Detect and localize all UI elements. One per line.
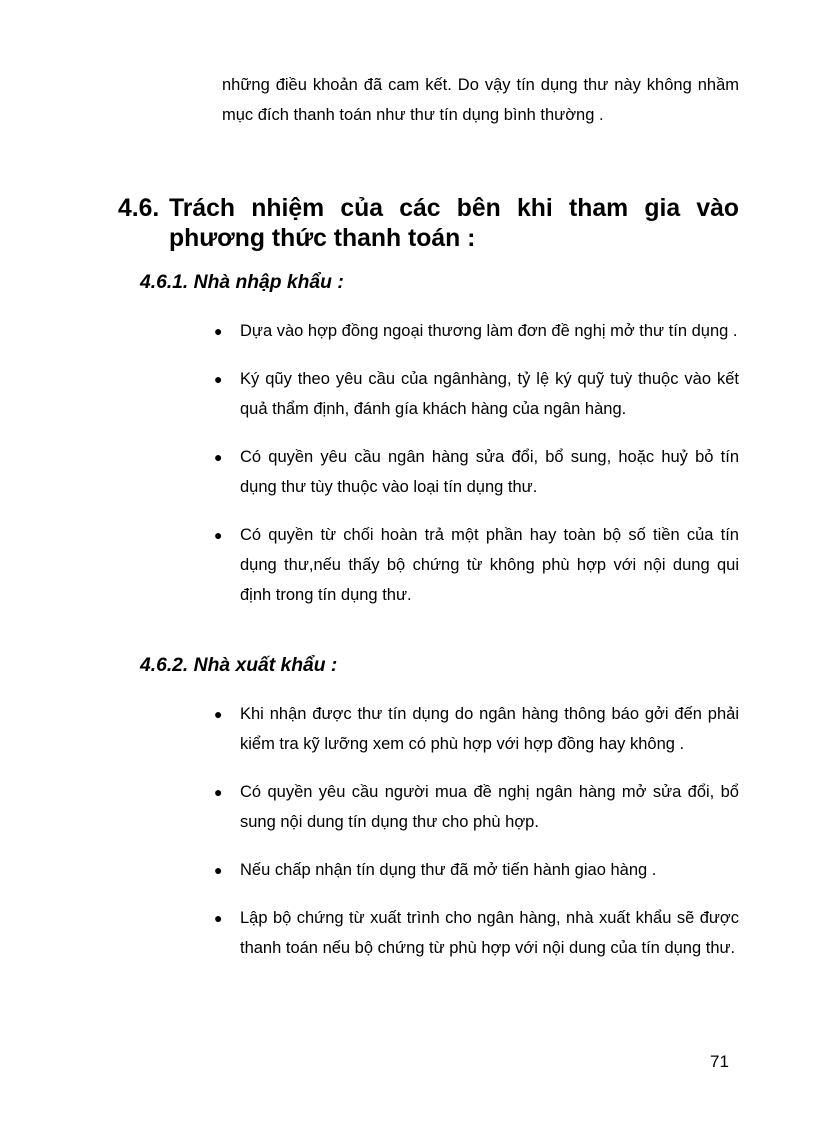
exporter-list — [214, 699, 739, 981]
bullet-icon: ● — [214, 449, 223, 465]
list-item-text: Nếu chấp nhận tín dụng thư đã mở tiến hành giao hàng . — [240, 861, 657, 879]
list-item — [214, 699, 739, 759]
bullet-icon: ● — [214, 784, 223, 800]
subsection-number: 4.6.1. — [140, 272, 189, 293]
list-item — [214, 520, 739, 610]
list-item — [214, 364, 739, 424]
subsection-title: Nhà nhập khẩu : — [188, 272, 344, 293]
section-number: 4.6. — [118, 195, 160, 222]
section-heading — [118, 194, 739, 254]
list-item-text: Có quyền yêu cầu ngân hàng sửa đổi, bổ sung, hoặc huỷ bỏ tín dụng thư tùy thuộc vào loại tín dụng thư. — [240, 448, 739, 496]
subsection-heading-exporter — [140, 651, 337, 681]
page-number: 71 — [710, 1052, 729, 1071]
section-title: Trách nhiệm của các bên khi tham gia vào phương thức thanh toán : — [169, 195, 739, 252]
list-item-text: Có quyền yêu cầu người mua đề nghị ngân hàng mở sửa đổi, bổ sung nội dung tín dụng thư cho phù hợp. — [240, 783, 739, 831]
list-item — [214, 855, 739, 885]
bullet-icon: ● — [214, 323, 223, 339]
intro-paragraph: những điều khoản đã cam kết. Do vậy tín dụng thư này không nhầm mục đích thanh toán như thư tín dụng bình thường . — [222, 76, 739, 124]
bullet-icon: ● — [214, 527, 223, 543]
bullet-icon: ● — [214, 910, 223, 926]
subsection-heading-importer — [140, 268, 344, 298]
list-item-text: Khi nhận được thư tín dụng do ngân hàng thông báo gởi đến phải kiểm tra kỹ lưỡng xem có phù hợp với hợp đồng hay không . — [240, 705, 739, 753]
list-item-text: Lập bộ chứng từ xuất trình cho ngân hàng, nhà xuất khẩu sẽ được thanh toán nếu bộ chứng từ phù hợp với nội dung của tín dụng thư. — [240, 909, 739, 957]
list-item-text: Ký qũy theo yêu cầu của ngânhàng, tỷ lệ ký quỹ tuỳ thuộc vào kết quả thẩm định, đánh gía khách hàng của ngân hàng. — [240, 370, 739, 418]
list-item — [214, 777, 739, 837]
bullet-icon: ● — [214, 862, 223, 878]
importer-list — [214, 316, 739, 628]
subsection-title: Nhà xuất khẩu : — [188, 655, 338, 676]
list-item — [214, 903, 739, 963]
subsection-number: 4.6.2. — [140, 655, 189, 676]
list-item-text: Có quyền từ chối hoàn trả một phần hay toàn bộ số tiền của tín dụng thư,nếu thấy bộ chứng từ không phù hợp với nội dung qui định trong tín dụng thư. — [240, 526, 739, 604]
list-item — [214, 316, 739, 346]
bullet-icon: ● — [214, 706, 223, 722]
list-item — [214, 442, 739, 502]
list-item-text: Dựa vào hợp đồng ngoại thương làm đơn đề nghị mở thư tín dụng . — [240, 322, 738, 340]
bullet-icon: ● — [214, 371, 223, 387]
